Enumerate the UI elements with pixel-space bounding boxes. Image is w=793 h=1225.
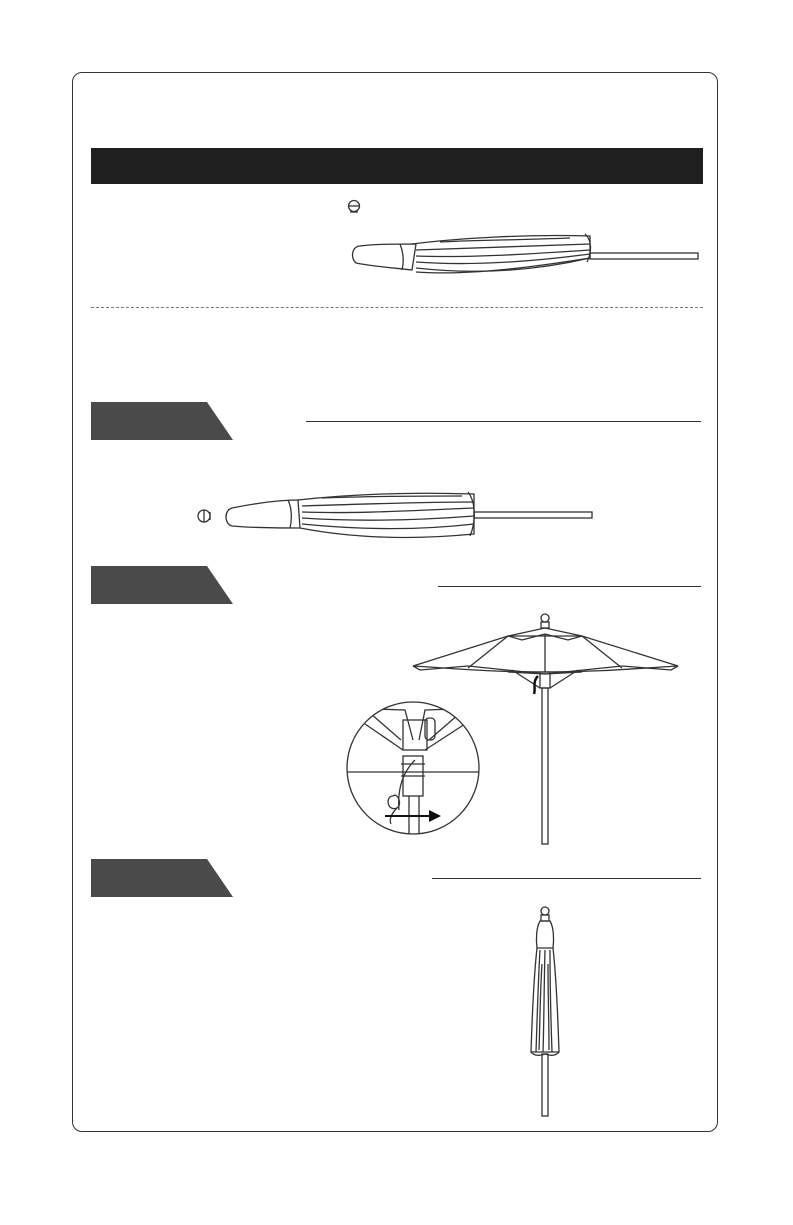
- closed-umbrella-upright-icon: [520, 904, 570, 1118]
- crank-detail-icon: [345, 700, 485, 840]
- closed-umbrella-top-icon: [340, 196, 710, 296]
- step-tab-1: [91, 402, 233, 440]
- section-title-bar: [91, 148, 703, 184]
- step-rule-1: [306, 421, 701, 422]
- closed-umbrella-step1-icon: [192, 486, 602, 556]
- section-divider: [91, 307, 703, 308]
- step-rule-3: [432, 878, 701, 879]
- step-tab-2: [91, 566, 233, 604]
- finial-side-icon: [198, 510, 210, 522]
- step-tab-3: [91, 859, 233, 897]
- step-rule-2: [438, 586, 701, 587]
